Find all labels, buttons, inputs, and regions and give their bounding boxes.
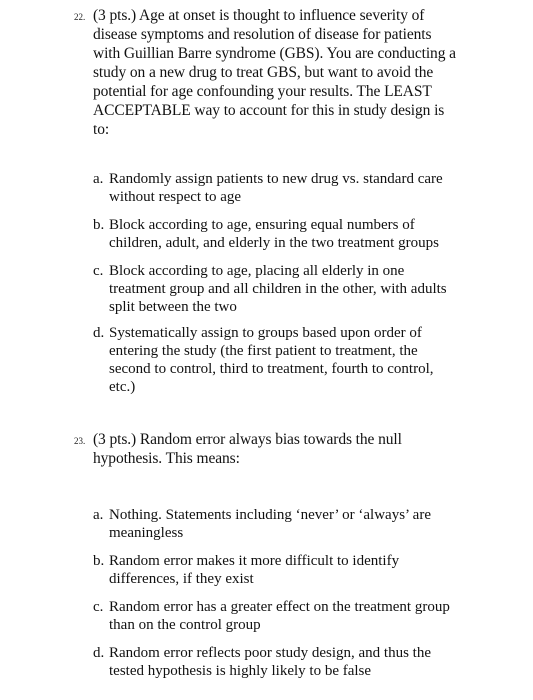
stem-line: to: (93, 121, 110, 138)
option-line: second to control, third to treatment, fourth to control, (109, 361, 434, 377)
option-line: differences, if they exist (109, 571, 254, 587)
option-letter: a. (93, 507, 104, 523)
option-letter: d. (93, 645, 105, 661)
option-line: Systematically assign to groups based upon order of (109, 325, 422, 341)
option-text (109, 262, 509, 316)
option-text (109, 644, 509, 680)
option-line: Random error makes it more difficult to identify (109, 553, 400, 569)
option-line: Block according to age, ensuring equal numbers of (109, 217, 415, 233)
option-line: without respect to age (109, 189, 242, 205)
question-number: 23. (74, 436, 86, 446)
option-line: Random error reflects poor study design, and thus the (109, 645, 432, 661)
option-line: etc.) (109, 379, 136, 395)
stem-line: potential for age confounding your results. The LEAST (93, 83, 432, 100)
stem-line: (3 pts.) Age at onset is thought to influence severity of (93, 7, 425, 24)
option-line: meaningless (109, 525, 184, 541)
option-text (109, 552, 509, 588)
option-line: Nothing. Statements including ‘never’ or ‘always’ are (109, 507, 431, 523)
option-line: children, adult, and elderly in the two treatment groups (109, 235, 439, 251)
option-text (109, 216, 509, 252)
option-line: treatment group and all children in the other, with adults (109, 281, 447, 297)
option-letter: c. (93, 263, 104, 279)
option-letter: d. (93, 325, 105, 341)
option-text (109, 506, 509, 542)
option-letter: a. (93, 171, 104, 187)
option-line: Random error has a greater effect on the treatment group (109, 599, 450, 615)
question-stem (93, 6, 513, 139)
question-stem (93, 430, 513, 468)
option-line: Block according to age, placing all elderly in one (109, 263, 405, 279)
option-line: than on the control group (109, 617, 261, 633)
option-text (109, 324, 509, 396)
option-line: split between the two (109, 299, 237, 315)
stem-line: (3 pts.) Random error always bias towards the null (93, 431, 402, 448)
stem-line: ACCEPTABLE way to account for this in study design is (93, 102, 445, 119)
option-letter: c. (93, 599, 104, 615)
question-number: 22. (74, 12, 86, 22)
option-text (109, 598, 509, 634)
stem-line: with Guillian Barre syndrome (GBS). You are conducting a (93, 45, 456, 62)
option-letter: b. (93, 217, 105, 233)
option-line: Randomly assign patients to new drug vs. standard care (109, 171, 443, 187)
option-text (109, 170, 509, 206)
stem-line: study on a new drug to treat GBS, but want to avoid the (93, 64, 434, 81)
stem-line: hypothesis. This means: (93, 450, 240, 467)
option-line: entering the study (the first patient to treatment, the (109, 343, 418, 359)
stem-line: disease symptoms and resolution of disease for patients (93, 26, 432, 43)
option-line: tested hypothesis is highly likely to be false (109, 663, 372, 679)
option-letter: b. (93, 553, 105, 569)
